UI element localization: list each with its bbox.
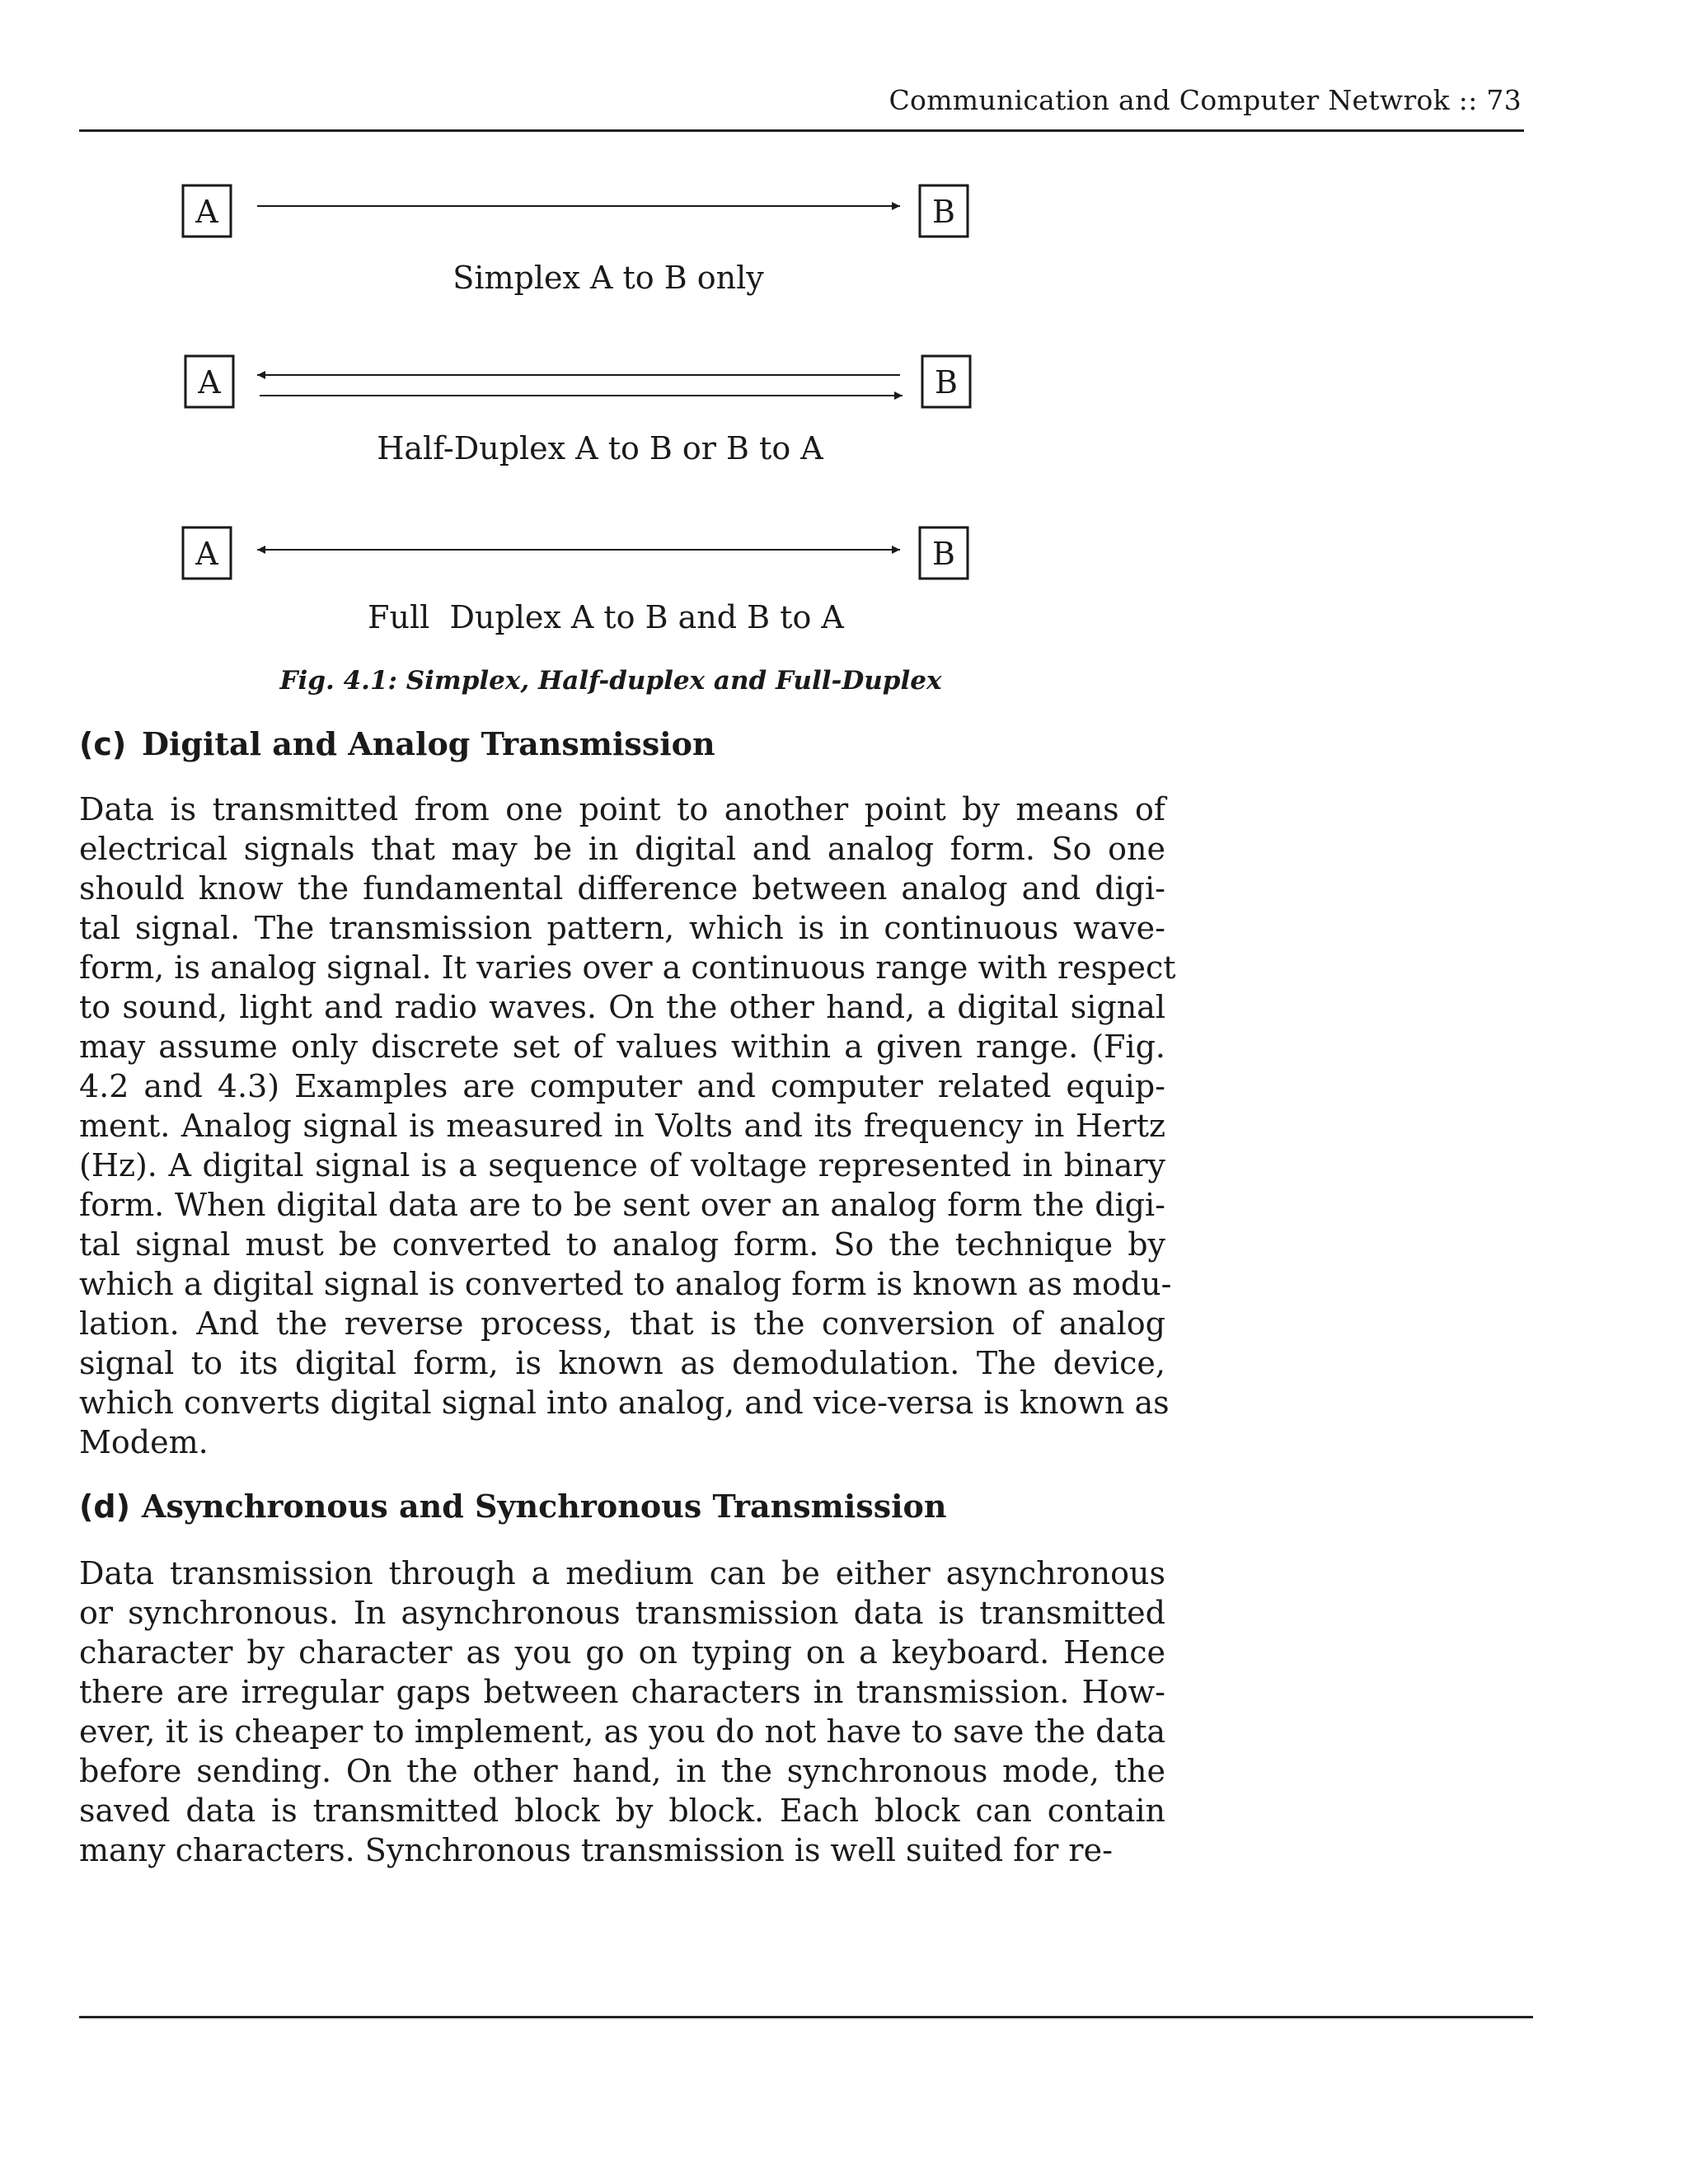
- paragraph-line: which converts digital signal into analog, and vice-versa is known as: [79, 1385, 1170, 1421]
- paragraph-line: Modem.: [79, 1424, 209, 1460]
- paragraph-line: Data is transmitted from one point to another point by means of: [79, 791, 1165, 827]
- paragraph-line: before sending. On the other hand, in the synchronous mode, the: [79, 1753, 1165, 1789]
- paragraph-line: Data transmission through a medium can be either asynchronous: [79, 1555, 1165, 1591]
- section-title: Digital and Analog Transmission: [142, 725, 715, 762]
- node-a-label: A: [195, 194, 218, 230]
- paragraph-line: ever, it is cheaper to implement, as you do not have to save the data: [79, 1713, 1165, 1750]
- simplex-caption: Simplex A to B only: [452, 260, 764, 296]
- node-a-label: A: [198, 364, 221, 401]
- section-heading-d: [79, 1488, 947, 1525]
- paragraph-line: should know the fundamental difference between analog and digi-: [79, 870, 1165, 907]
- simplex-diagram: [183, 185, 968, 296]
- section-d-paragraph: [79, 1554, 1165, 1870]
- paragraph-line: which a digital signal is converted to analog form is known as modu-: [79, 1266, 1172, 1302]
- paragraph-line: many characters. Synchronous transmission is well suited for re-: [79, 1832, 1113, 1868]
- half-duplex-caption: Half-Duplex A to B or B to A: [377, 430, 823, 466]
- section-mark: (c): [79, 726, 127, 762]
- node-b-label: B: [932, 536, 955, 572]
- section-title: Asynchronous and Synchronous Transmission: [142, 1488, 947, 1525]
- paragraph-line: to sound, light and radio waves. On the other hand, a digital signal: [79, 989, 1165, 1025]
- section-c-paragraph: [79, 790, 1176, 1462]
- node-a-label: A: [195, 536, 218, 572]
- half-duplex-diagram: [185, 356, 970, 466]
- section-heading-c: [79, 725, 715, 762]
- paragraph-line: form, is analog signal. It varies over a continuous range with respect: [79, 949, 1176, 986]
- paragraph-line: or synchronous. In asynchronous transmission data is transmitted: [79, 1595, 1165, 1631]
- paragraph-line: (Hz). A digital signal is a sequence of voltage represented in binary: [79, 1147, 1165, 1183]
- paragraph-line: character by character as you go on typing on a keyboard. Hence: [79, 1634, 1165, 1671]
- paragraph-line: signal to its digital form, is known as demodulation. The device,: [79, 1345, 1165, 1381]
- node-b-label: B: [932, 194, 955, 230]
- paragraph-line: 4.2 and 4.3) Examples are computer and computer related equip-: [79, 1068, 1165, 1104]
- paragraph-line: tal signal. The transmission pattern, which is in continuous wave-: [79, 910, 1165, 946]
- paragraph-line: tal signal must be converted to analog form. So the technique by: [79, 1226, 1165, 1263]
- footer-rule: [79, 2016, 1533, 2018]
- paragraph-line: may assume only discrete set of values within a given range. (Fig.: [79, 1029, 1165, 1065]
- paragraph-line: form. When digital data are to be sent over an analog form the digi-: [79, 1187, 1165, 1223]
- running-head: Communication and Computer Netwrok :: 73: [889, 84, 1522, 116]
- paragraph-line: saved data is transmitted block by block. Each block can contain: [79, 1793, 1165, 1829]
- figure-caption: Fig. 4.1: Simplex, Half-duplex and Full-Duplex: [279, 666, 942, 696]
- full-duplex-diagram: [183, 527, 968, 635]
- paragraph-line: there are irregular gaps between characters in transmission. How-: [79, 1674, 1165, 1710]
- node-b-label: B: [935, 364, 958, 401]
- paragraph-line: electrical signals that may be in digital and analog form. So one: [79, 831, 1165, 867]
- paragraph-line: ment. Analog signal is measured in Volts and its frequency in Hertz: [79, 1108, 1165, 1144]
- transmission-modes-figure: [0, 0, 1688, 659]
- section-mark: (d): [79, 1488, 130, 1525]
- full-duplex-caption: Full Duplex A to B and B to A: [368, 599, 844, 635]
- paragraph-line: lation. And the reverse process, that is the conversion of analog: [79, 1305, 1165, 1342]
